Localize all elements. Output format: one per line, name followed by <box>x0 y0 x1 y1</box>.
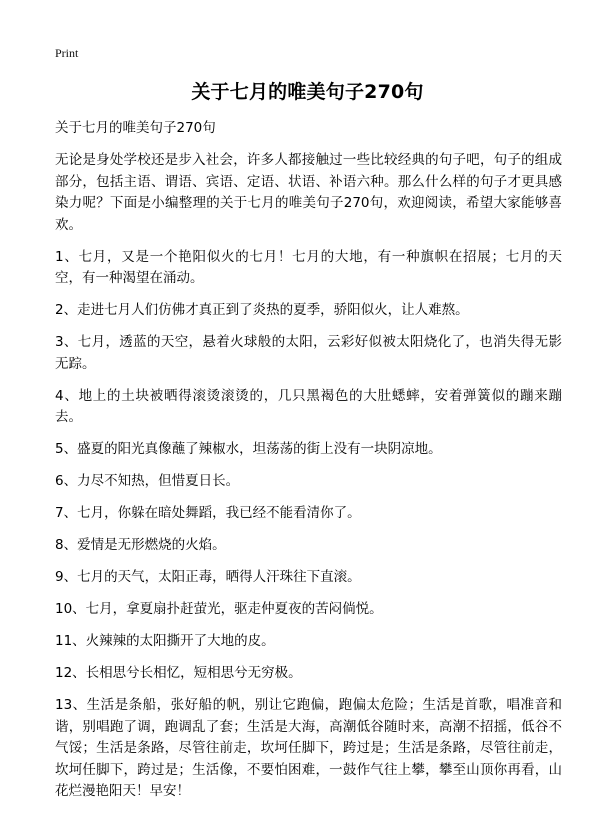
intro-paragraph: 无论是身处学校还是步入社会，许多人都接触过一些比较经典的句子吧，句子的组成部分，包括主语、谓语、宾语、定语、状语、补语六种。那么什么样的句子才更具感染力呢？下面是小编整理的关于七月的唯美句子270句，欢迎阅读，希望大家能够喜欢。 <box>55 152 562 233</box>
list-item: 9、七月的天气，太阳正毒，晒得人汗珠往下直滚。 <box>55 569 361 585</box>
list-item: 2、走进七月人们仿佛才真正到了炎热的夏季，骄阳似火，让人难熬。 <box>55 302 469 318</box>
document-body <box>55 150 562 813</box>
print-label: Print <box>55 46 79 60</box>
list-item: 6、力尽不知热，但惜夏日长。 <box>55 473 240 489</box>
list-item: 5、盛夏的阳光真像蘸了辣椒水，坦荡荡的街上没有一块阴凉地。 <box>55 441 442 457</box>
list-item: 10、七月，拿夏扇扑赶萤光，驱走仲夏夜的苦闷倘悦。 <box>55 601 383 617</box>
list-item: 12、长相思兮长相忆，短相思兮无穷极。 <box>55 665 302 681</box>
list-item: 7、七月，你躲在暗处舞蹈，我已经不能看清你了。 <box>55 505 361 521</box>
list-item: 13、生活是条船，张好船的帆，别让它跑偏，跑偏太危险；生活是首歌，唱准音和谐，别唱跑了调，跑调乱了套；生活是大海，高潮低谷随时来，高潮不招摇，低谷不气馁；生活是条路，尽管往前走，坎坷任脚下，跨过是；生活是条路，尽管往前走，坎坷任脚下，跨过是；生活像，不要怕困难，一鼓作气往上攀，攀至山顶你再看，山花烂漫艳阳天！早安！ <box>55 697 562 799</box>
list-item: 3、七月，透蓝的天空，悬着火球般的太阳，云彩好似被太阳烧化了，也消失得无影无踪。 <box>55 334 562 372</box>
list-item: 11、火辣辣的太阳撕开了大地的皮。 <box>55 633 275 649</box>
list-item: 1、七月，又是一个艳阳似火的七月！七月的大地，有一种旗帜在招展；七月的天空，有一种渴望在涌动。 <box>55 248 562 286</box>
list-item: 4、地上的土块被晒得滚烫滚烫的，几只黑褐色的大肚蟋蟀，安着弹簧似的蹦来蹦去。 <box>55 387 562 425</box>
document-subtitle: 关于七月的唯美句子270句 <box>55 120 216 136</box>
page-title: 关于七月的唯美句子270句 <box>191 81 424 103</box>
list-item: 8、爱情是无形燃烧的火焰。 <box>55 537 226 553</box>
